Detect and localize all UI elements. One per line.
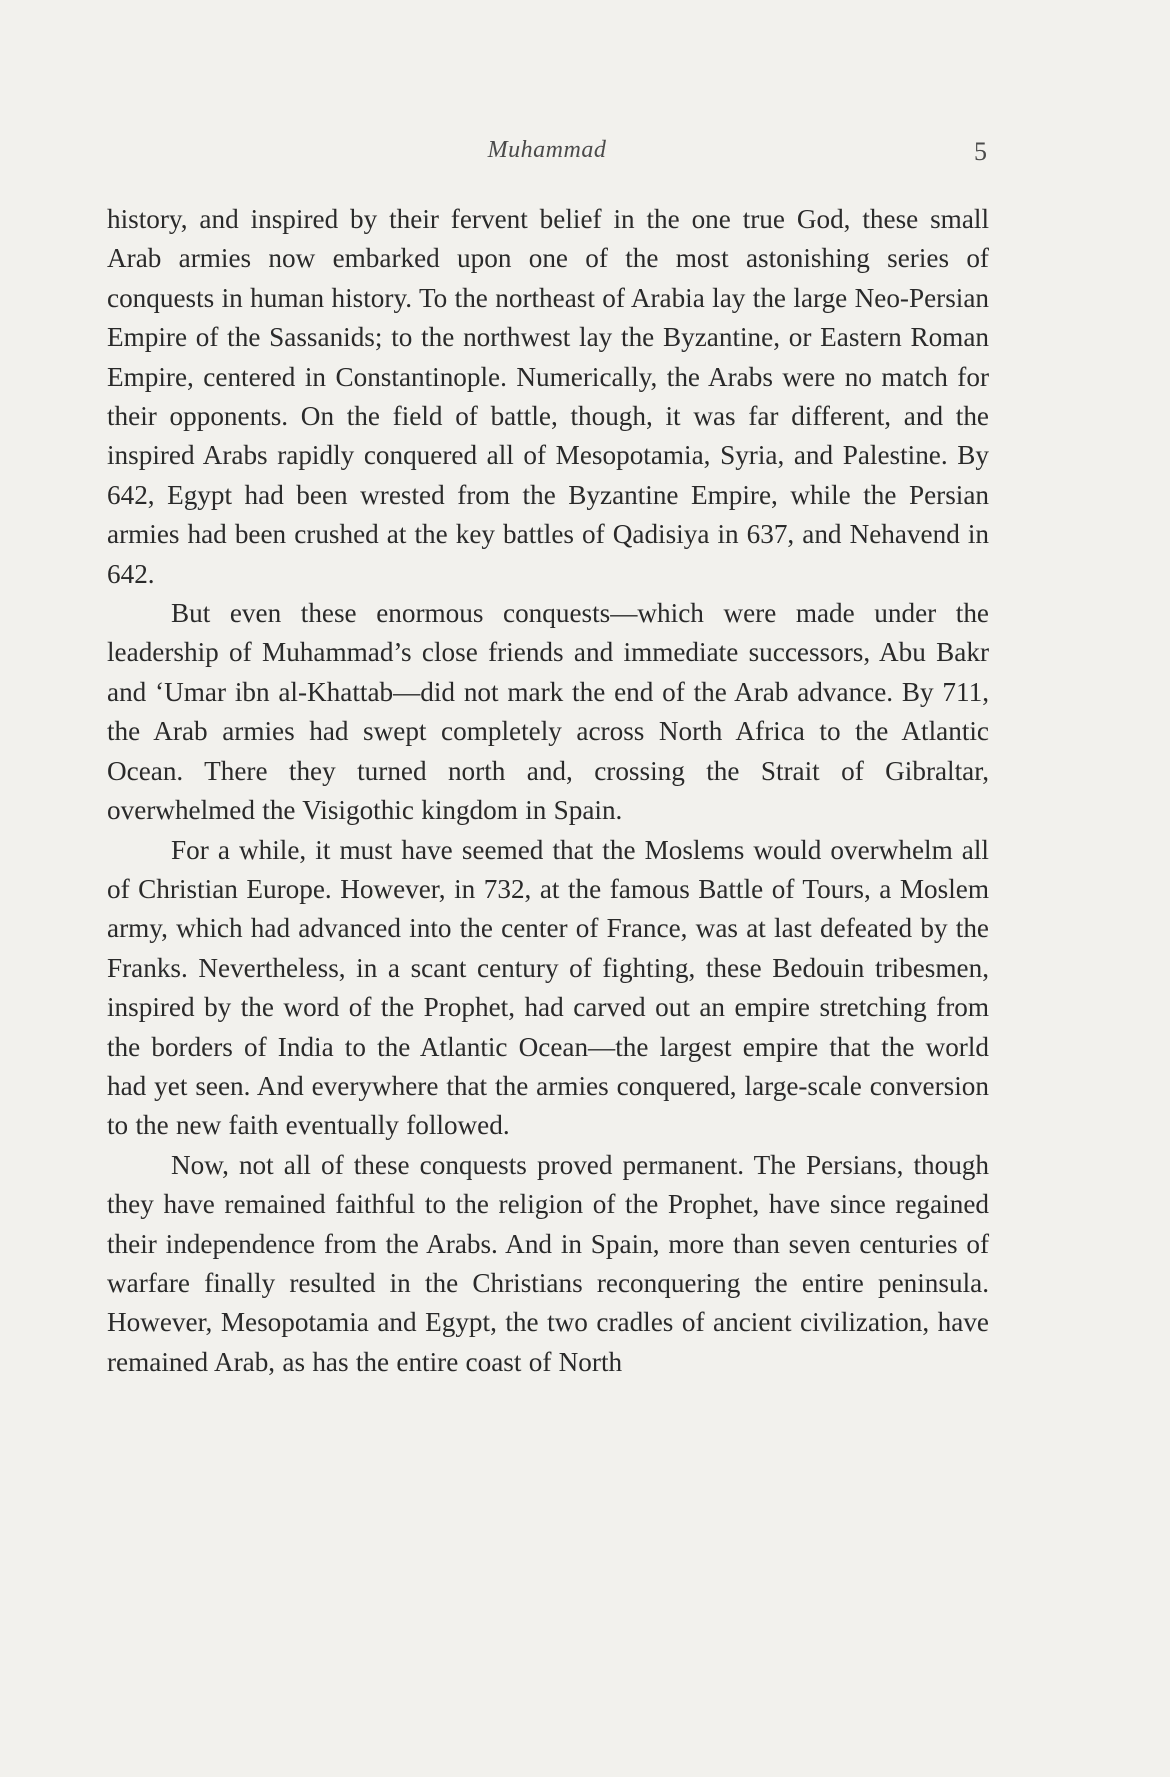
paragraph-4: Now, not all of these conquests proved permanent. The Persians, though they have remained faithful to the religion of the Prophet, have since regained their independence from the Arabs. And in Spain, more than seven centuries of warfare finally resulted in the Christians reconquering the entire peninsula. However, Mesopotamia and Egypt, the two cradles of ancient civilization, have remained Arab, as has the entire coast of North bbox=[107, 1149, 989, 1377]
running-title: Muhammad bbox=[487, 137, 607, 163]
paragraph-1: history, and inspired by their fervent belief in the one true God, these small Arab armies now embarked upon one of the most astonishing series of conquests in human history. To the northeast of Arabia lay the large Neo-Persian Empire of the Sassanids; to the northwest lay the Byzantine, or Eastern Roman Empire, centered in Constantinople. Numerically, the Arabs were no match for their opponents. On the field of battle, though, it was far different, and the inspired Arabs rapidly conquered all of Mesopotamia, Syria, and Palestine. By 642, Egypt had been wrested from the Byzantine Empire, while the Persian armies had been crushed at the key battles of Qadisiya in 637, and Nehavend in 642. bbox=[107, 204, 989, 589]
body-text bbox=[107, 200, 989, 1382]
running-head bbox=[107, 137, 987, 177]
page-number: 5 bbox=[974, 137, 987, 166]
paragraph-2: But even these enormous conquests—which were made under the leadership of Muhammad’s close friends and immediate successors, Abu Bakr and ‘Umar ibn al-Khattab—did not mark the end of the Arab advance. By 711, the Arab armies had swept completely across North Africa to the Atlantic Ocean. There they turned north and, crossing the Strait of Gibraltar, overwhelmed the Visigothic kingdom in Spain. bbox=[107, 598, 989, 826]
paragraph-3: For a while, it must have seemed that the Moslems would overwhelm all of Christian Europe. However, in 732, at the famous Battle of Tours, a Moslem army, which had advanced into the center of France, was at last defeated by the Franks. Nevertheless, in a scant century of fighting, these Bedouin tribesmen, inspired by the word of the Prophet, had carved out an empire stretching from the borders of India to the Atlantic Ocean—the largest empire that the world had yet seen. And everywhere that the armies conquered, large-scale conversion to the new faith eventually followed. bbox=[107, 834, 989, 1141]
